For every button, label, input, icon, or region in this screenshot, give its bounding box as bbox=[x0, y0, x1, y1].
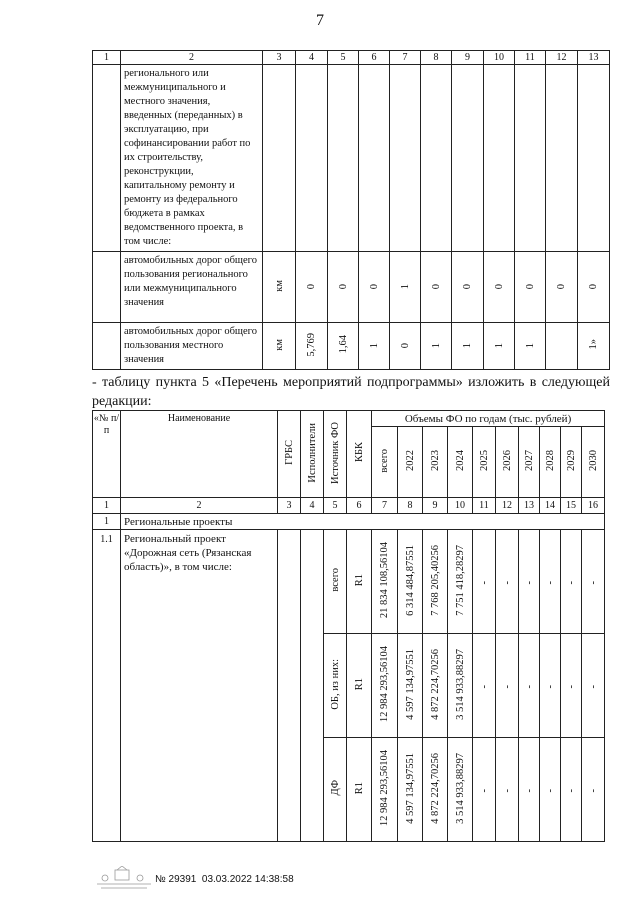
row-description: автомобильных дорог общего пользования местного значения bbox=[121, 323, 263, 370]
indicators-table bbox=[92, 50, 610, 370]
government-emblem-icon bbox=[95, 866, 155, 892]
header-source: Источник ФО bbox=[329, 421, 341, 484]
table-row bbox=[93, 65, 610, 252]
column-number-row: 1 2 3 4 5 6 7 8 9 10 11 12 13 14 15 16 bbox=[93, 498, 605, 514]
table-row: автомобильных дорог общего пользования местного значения км 5,769 1,64 1 0 1 1 1 1 1» bbox=[93, 323, 610, 370]
column-number-row: 1 2 3 4 5 6 7 8 9 10 11 12 13 bbox=[93, 51, 610, 65]
unit-label: км bbox=[273, 279, 285, 292]
page-number: 7 bbox=[316, 12, 324, 29]
years-header-row: всего 2022 2023 2024 2025 2026 2027 2028 2029 2030 bbox=[93, 427, 605, 498]
header-volumes: Объемы ФО по годам (тыс. рублей) bbox=[372, 411, 605, 427]
row-description: регионального или межмуниципального и местного значения, введенных (переданных) в эксплуатацию, при софинансировании работ по их строительству, реконструкции, капитальному ремонту и ремонту из федерального бюджета в рамках ведомственного проекта, в том числе: bbox=[121, 65, 263, 252]
header-number: «№ п/п bbox=[93, 411, 121, 498]
measures-table bbox=[92, 410, 605, 842]
table-row: 1.1 Региональный проект «Дорожная сеть (Рязанская область)», в том числе: всего R1 21 834 108,56104 6 314 484,87551 7 768 205,40256 7 751 418,28297 - - - - - - bbox=[93, 530, 605, 634]
header-grbs: ГРБС bbox=[283, 440, 295, 465]
intro-paragraph: - таблицу пункта 5 «Перечень мероприятий подпрограммы» изложить в следующей редакции: bbox=[92, 375, 610, 409]
document-stamp: № 29391 03.03.2022 14:38:58 bbox=[155, 874, 294, 885]
header-executors: Исполнители bbox=[306, 422, 318, 483]
header-name: Наименование bbox=[121, 411, 278, 498]
project-name: Региональный проект «Дорожная сеть (Рязанская область)», в том числе: bbox=[121, 530, 278, 842]
unit-label: км bbox=[273, 338, 285, 351]
table-row: ДФ R1 12 984 293,56104 4 597 134,97551 4 872 224,70256 3 514 933,88297 - - - - - - bbox=[93, 738, 605, 842]
section-row: 1 Региональные проекты bbox=[93, 514, 605, 530]
row-description: автомобильных дорог общего пользования регионального или межмуниципального значения bbox=[121, 252, 263, 323]
table-row: автомобильных дорог общего пользования регионального или межмуниципального значения км 0 0 0 1 0 0 0 0 0 0 bbox=[93, 252, 610, 323]
table-row: ОБ, из них: R1 12 984 293,56104 4 597 134,97551 4 872 224,70256 3 514 933,88297 - - - - - - bbox=[93, 634, 605, 738]
header-kbk: КБК bbox=[353, 442, 365, 463]
